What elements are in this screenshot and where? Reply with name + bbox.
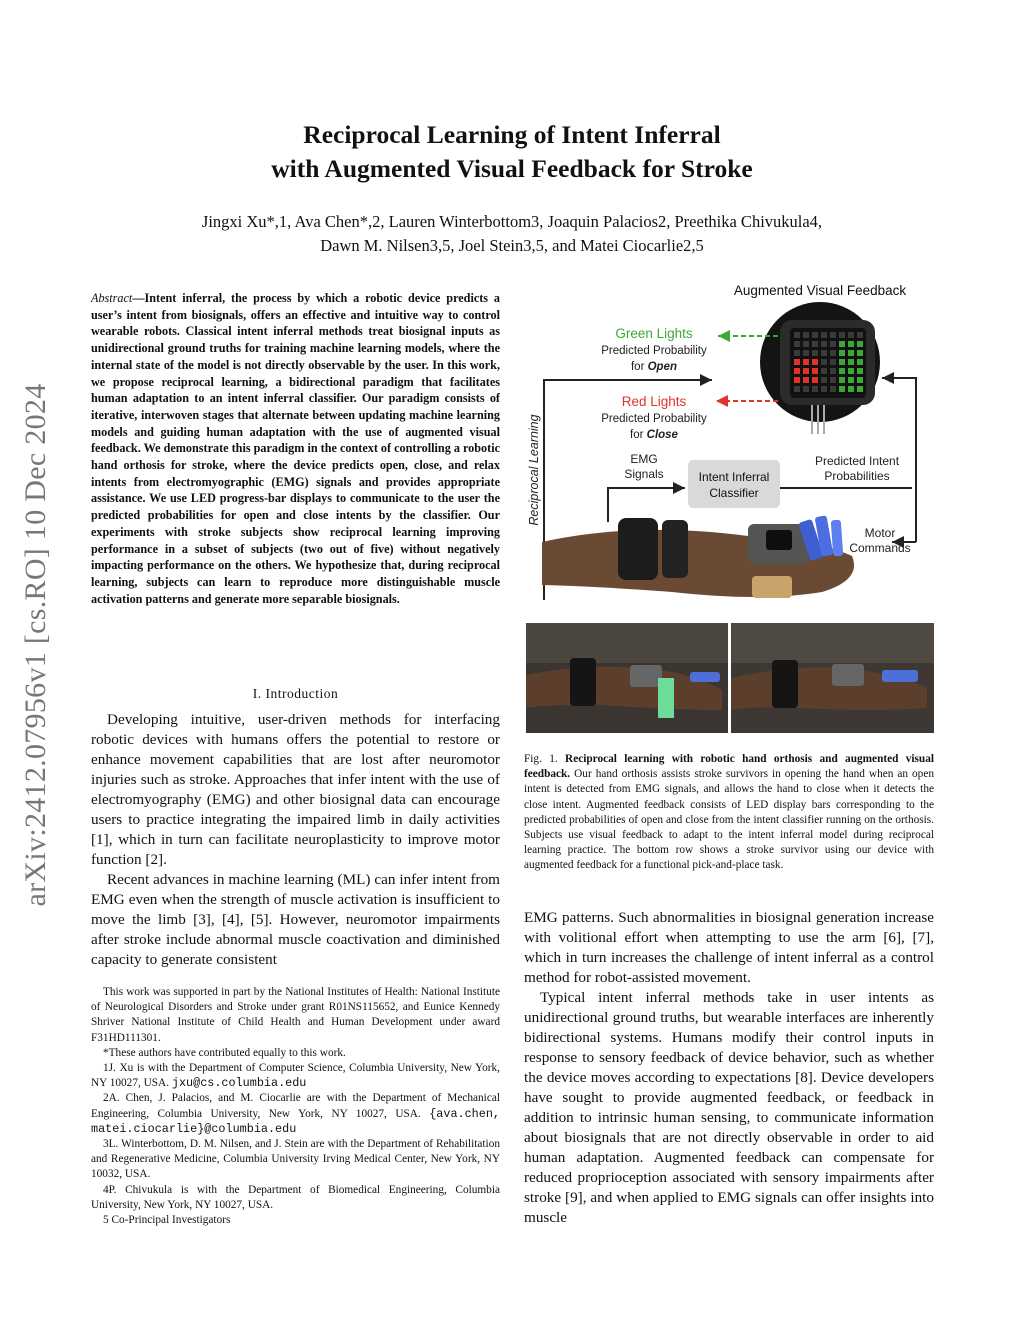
led-pixel [812,386,818,392]
led-pixel [821,359,827,365]
footnote-equal-contribution: *These authors have contributed equally to this work. [103,1046,346,1059]
led-pixel [794,350,800,356]
led-pixel [830,350,836,356]
introduction-body [91,710,500,970]
led-pixel [803,332,809,338]
led-pixel [821,377,827,383]
led-pixel [821,368,827,374]
led-pixel [839,359,845,365]
figure-1-caption [524,752,934,874]
led-pixel [803,341,809,347]
abstract [91,290,500,607]
green-lights-label: Green Lights [615,326,693,341]
email-chen-ciocarlie[interactable]: {ava.chen, matei.ciocarlie}@columbia.edu [91,1106,500,1136]
led-pixel [848,368,854,374]
emg-arrow [608,488,685,522]
title-line-1: Reciprocal Learning of Intent Inferral [303,120,721,149]
red-lights-sub: Predicted Probability [601,413,707,425]
footnotes [91,985,500,1228]
led-pixel [848,386,854,392]
right-paragraph-2: Typical intent inferral methods take in user intents as unidirectional ground truths, but wearable interfaces are inherently bidirectional systems. Humans modify their control inputs in response to sensory feedback of device behavior, such as whether the device moves according to expectations [8]. Device developers have sought to provide augmented feedback, or feedback in addition to intrinsic human sensing, to communicate information about biosignals that are not directly observable in order to aid human adaptation. Augmented feedback can compensate for reduced proprioception associated with sensory impairments after stroke [9], and when applied to EMG signals can offer insights into muscle [524,989,934,1226]
led-pixel [839,341,845,347]
led-pixel [821,386,827,392]
email-xu[interactable]: jxu@cs.columbia.edu [171,1076,307,1091]
led-pixel [857,341,863,347]
led-pixel [830,368,836,374]
led-pixel [812,368,818,374]
led-pixel [857,386,863,392]
led-pixel [848,332,854,338]
led-pixel [794,359,800,365]
footnote-4: 4P. Chivukula is with the Department of Biomedical Engineering, Columbia University, New York, NY 10027, USA. [91,1183,500,1211]
classifier-label-2: Classifier [709,486,759,500]
arxiv-identifier: arXiv:2412.07956v1 [cs.RO] 10 Dec 2024 [19,383,52,907]
classifier-box [688,460,780,508]
abstract-label: Abstract [91,291,133,305]
led-pixel [794,377,800,383]
led-pixel [848,341,854,347]
reciprocal-learning-label: Reciprocal Learning [527,414,541,526]
led-display-icon [760,302,880,434]
led-pixel [803,377,809,383]
led-pixel [794,332,800,338]
led-pixel [812,350,818,356]
footnote-5: 5 Co-Principal Investigators [103,1214,231,1227]
led-pixel [830,359,836,365]
led-pixel [803,368,809,374]
led-pixel [812,341,818,347]
predicted-intent-label-2: Probabilities [824,469,890,483]
section-heading-introduction: I. Introduction [252,686,339,701]
caption-text: Our hand orthosis assists stroke survivors in opening the hand when an open intent is detected from EMG signals, and allows the hand to close when it detects the close intent. Augmented feedback consists of LED display bars corresponding to the predicted probabilities of open and close from the intent classifier running on the orthosis. Subjects use visual feedback to adapt to the intent inferral model during reciprocal learning practice. The bottom row shows a stroke survivor using our device with augmented feedback for a functional pick-and-place task. [524,768,934,872]
green-lights-sub: Predicted Probability [601,345,707,357]
title-line-2: with Augmented Visual Feedback for Stroke [271,154,753,183]
motor-commands-label-2: Commands [849,541,911,555]
led-pixel [848,350,854,356]
led-pixel [857,368,863,374]
emg-signals-label-2: Signals [624,467,664,481]
right-paragraph-1: EMG patterns. Such abnormalities in biosignal generation increase with volitional effort when attempting to use the arm [6], [7], which in turn increases the challenge of intent inferral as a control method for robot-assisted movement. [524,909,934,986]
led-pixel [794,368,800,374]
led-pixel [821,341,827,347]
led-pixel [830,386,836,392]
led-pixel [839,368,845,374]
caption-label: Fig. 1. [524,753,558,765]
led-pixel [812,332,818,338]
led-pixel [857,359,863,365]
led-pixel [839,386,845,392]
arm-orthosis-photo [542,515,854,598]
intro-paragraph-2: Recent advances in machine learning (ML) can infer intent from EMG even when the strength of muscle activation is insufficient to move the limb [3], [4], [5]. However, neuromotor impairments after stroke include abnormal muscle coactivation and diminished capacity to generate consistent [91,871,500,968]
led-pixel [857,332,863,338]
green-lights-for: for Open [630,361,678,373]
authors-line-2: Dawn M. Nilsen3,5, Joel Stein3,5, and Matei Ciocarlie2,5 [320,236,704,255]
figure-header: Augmented Visual Feedback [733,283,907,298]
led-pixel [848,359,854,365]
led-pixel [839,377,845,383]
caption-title: Reciprocal learning with robotic hand orthosis and augmented visual feedback. [524,753,934,781]
led-pixel [839,332,845,338]
led-pixel [803,350,809,356]
photo-pick-and-place-2 [731,623,934,733]
led-pixel [830,377,836,383]
led-pixel [839,350,845,356]
led-pixel [794,386,800,392]
footnote-funding: This work was supported in part by the National Institutes of Health: National Institute of Neurological Disorders and Stroke under grant R01NS115652, and Eunice Kennedy Shriver National Institute of Child Health and Human Development under award F31HD111301. [91,986,500,1044]
footnote-3: 3L. Winterbottom, D. M. Nilsen, and J. Stein are with the Department of Rehabilitation and Regenerative Medicine, Columbia University Irving Medical Center, New York, NY 10032, USA. [91,1138,500,1181]
led-pixel [848,377,854,383]
led-pixel [830,332,836,338]
right-column-body [524,908,934,1228]
emg-signals-label-1: EMG [630,452,658,466]
motor-commands-label-1: Motor [864,526,896,540]
authors-line-1: Jingxi Xu*,1, Ava Chen*,2, Lauren Winterbottom3, Joaquin Palacios2, Preethika Chivukula4, [201,212,823,231]
predicted-intent-label-1: Predicted Intent [814,454,900,468]
led-pixel [821,332,827,338]
intro-paragraph-1: Developing intuitive, user-driven methods for interfacing robotic devices with humans offers the potential to restore or enhance movement capabilities that are lost after neuromotor injuries such as stroke. Approaches that infer intent with the use of electromyography (EMG) and other biosignal data can encourage users to practice integrating the impaired limb in daily activities [1], which in turn can facilitate neuroplasticity to improve motor function [2]. [91,711,500,868]
led-pixel [857,377,863,383]
led-pixel [830,341,836,347]
led-pixel [812,359,818,365]
led-pixel [812,377,818,383]
footnote-1: 1J. Xu is with the Department of Computer Science, Columbia University, New York, NY 10027, USA. jxu@cs.columbia.edu [91,1062,500,1091]
led-pixel [794,341,800,347]
led-pixel [803,359,809,365]
led-pixel [821,350,827,356]
red-lights-for: for Close [630,429,678,441]
paper-title [150,118,874,186]
footnote-2: 2A. Chen, J. Palacios, and M. Ciocarlie are with the Department of Mechanical Engineering, Columbia University, New York, NY 10027, USA. {ava.chen, matei.ciocarlie}@columbia.edu [91,1092,500,1136]
abstract-text: —Intent inferral, the process by which a robotic device predicts a user’s intent from biosignals, offers an effective and intuitive way to control wearable robots. Classical intent inferral methods treat biosignal inputs as unidirectional ground truths for training machine learning models, where the internal state of the model is not directly observable by the user. In this work, we propose reciprocal learning, a bidirectional paradigm that facilitates human adaptation to an intent inferral classifier. Our paradigm consists of iterative, interwoven stages that alternate between updating machine learning models and guiding human adaptation with the use of augmented visual feedback. We demonstrate this paradigm in the context of controlling a robotic hand orthosis for stroke, where the device predicts open, close, and relax intents from electromyographic (EMG) signals and provides appropriate assistance. We use LED progress-bar displays to communicate to the user the predicted probabilities for open and close intents by the classifier. Our experiments with stroke subjects show reciprocal learning improving performance in a subset of subjects (two out of five) without negatively impacting performance on the others. We hypothesize that, during reciprocal learning, subjects can learn to reproduce more distinguishable muscle activation patterns and generate more separable biosignals. [91,291,500,606]
red-lights-label: Red Lights [621,394,687,409]
led-pixel [857,350,863,356]
photo-pick-and-place-1 [526,623,728,733]
led-pixel [803,386,809,392]
figure-1 [522,280,934,740]
author-list [130,210,894,258]
classifier-label-1: Intent Inferral [698,470,770,484]
